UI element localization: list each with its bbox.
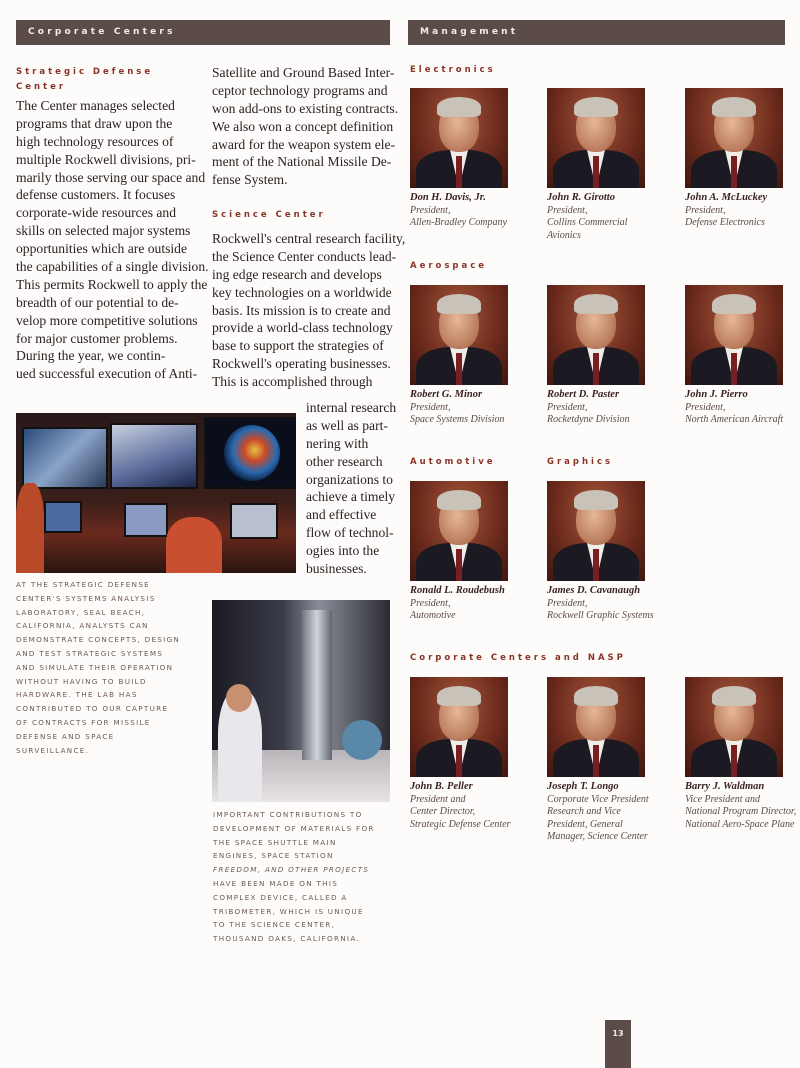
text-line: The Center manages selected bbox=[16, 98, 175, 113]
text-line: This permits Rockwell to apply the bbox=[16, 276, 208, 292]
executive-title: National Aero-Space Plane bbox=[685, 818, 795, 830]
heading-line: Strategic Defense bbox=[16, 67, 154, 77]
text-line: breadth of our potential to de- bbox=[16, 294, 179, 310]
executive-title: Rockwell Graphic Systems bbox=[547, 610, 654, 622]
executive-title: President, bbox=[685, 204, 726, 216]
tribometer-caption bbox=[213, 808, 375, 946]
text-line: ing edge research and develops bbox=[212, 266, 382, 282]
text-line: high technology resources of bbox=[16, 133, 174, 149]
text-line: Rockwell's central research facility, bbox=[212, 231, 406, 246]
tribometer-photo bbox=[212, 600, 390, 802]
executive-name: John J. Pierro bbox=[685, 389, 748, 400]
portrait-photo bbox=[547, 481, 645, 581]
text-line: COMPLEX DEVICE, CALLED A bbox=[213, 892, 348, 902]
heading-line: Center bbox=[16, 82, 67, 92]
corporate-heading: Corporate Centers and NASP bbox=[410, 653, 626, 663]
text-line: ment of the National Missile De- bbox=[212, 154, 392, 170]
text-line: skills on selected major systems bbox=[16, 223, 191, 239]
electronics-heading: Electronics bbox=[410, 65, 496, 75]
executive-title: National Program Director, bbox=[685, 806, 797, 818]
text-line: WITHOUT HAVING TO BUILD bbox=[16, 676, 147, 686]
text-line: DEMONSTRATE CONCEPTS, DESIGN bbox=[16, 635, 181, 645]
text-line: and effective bbox=[306, 507, 377, 523]
text-line: won add-ons to existing contracts. bbox=[212, 100, 399, 116]
text-line: base to support the strategies of bbox=[212, 338, 384, 354]
text-line: Satellite and Ground Based Inter- bbox=[212, 65, 395, 80]
executive-title: Strategic Defense Center bbox=[410, 818, 511, 830]
text-line: opportunities which are outside bbox=[16, 241, 188, 257]
text-line: CALIFORNIA, ANALYSTS CAN bbox=[16, 621, 149, 631]
text-line: DEVELOPMENT OF MATERIALS FOR bbox=[213, 823, 375, 833]
science-center-heading: Science Center bbox=[212, 210, 326, 220]
executive-title: Manager, Science Center bbox=[547, 831, 648, 843]
executive-caption bbox=[547, 389, 629, 427]
corporate-centers-header: Corporate Centers bbox=[16, 20, 390, 45]
portrait-photo bbox=[685, 677, 783, 777]
executive-title: President, bbox=[410, 401, 451, 413]
executive-title: North American Aircraft bbox=[685, 414, 784, 426]
executive-title: Vice President and bbox=[685, 793, 760, 805]
executive-caption bbox=[685, 781, 796, 831]
executive-title: President, bbox=[410, 204, 451, 216]
executive-name: John B. Peller bbox=[410, 781, 473, 792]
text-line: OF CONTRACTS FOR MISSILE bbox=[16, 717, 151, 727]
text-line: THOUSAND OAKS, CALIFORNIA. bbox=[213, 934, 361, 944]
executive-caption bbox=[547, 585, 654, 623]
text-line: We also won a concept definition bbox=[212, 118, 394, 134]
executive-title: Defense Electronics bbox=[685, 217, 765, 229]
text-line: ceptor technology programs and bbox=[212, 82, 388, 98]
lab-photo-caption bbox=[16, 578, 180, 757]
executive-title: Allen-Bradley Company bbox=[410, 217, 507, 229]
portrait-photo bbox=[410, 677, 508, 777]
executive-title: Avionics bbox=[547, 229, 581, 241]
strategic-defense-heading bbox=[16, 65, 153, 95]
text-line: AT THE STRATEGIC DEFENSE bbox=[16, 580, 151, 589]
executive-name: Robert D. Paster bbox=[547, 389, 620, 400]
executive-name: James D. Cavanaugh bbox=[547, 585, 641, 596]
executive-name: Joseph T. Longo bbox=[547, 781, 619, 792]
portrait-photo bbox=[410, 481, 508, 581]
executive-caption bbox=[547, 781, 649, 844]
executive-name: Ronald L. Roudebush bbox=[410, 585, 505, 596]
text-line: SURVEILLANCE. bbox=[16, 745, 90, 755]
text-line: for major customer problems. bbox=[16, 330, 178, 346]
text-line: DEFENSE AND SPACE bbox=[16, 731, 115, 741]
text-line: defense customers. It focuses bbox=[16, 187, 176, 203]
science-center-body bbox=[212, 230, 405, 391]
text-line: Rockwell's operating businesses. bbox=[212, 356, 391, 372]
text-line: as well as part- bbox=[306, 417, 388, 433]
executive-caption bbox=[685, 389, 783, 427]
executive-title: President and bbox=[410, 793, 466, 805]
text-line: This is accomplished through bbox=[212, 374, 373, 390]
portrait-photo bbox=[685, 285, 783, 385]
text-line: multiple Rockwell divisions, pri- bbox=[16, 151, 196, 167]
text-line: TO THE SCIENCE CENTER, bbox=[213, 920, 336, 930]
text-line: programs that draw upon the bbox=[16, 115, 173, 131]
text-line: THE SPACE SHUTTLE MAIN bbox=[213, 837, 337, 847]
text-line: ogies into the bbox=[306, 543, 380, 559]
text-line: CONTRIBUTED TO OUR CAPTURE bbox=[16, 704, 169, 714]
systems-analysis-lab-photo bbox=[16, 413, 296, 573]
executive-name: Barry J. Waldman bbox=[685, 781, 765, 792]
text-line: fense System. bbox=[212, 172, 288, 188]
executive-title: Corporate Vice President bbox=[547, 793, 649, 805]
executive-title: President, bbox=[547, 597, 588, 609]
text-line: the capabilities of a single division. bbox=[16, 259, 209, 275]
executive-title: Space Systems Division bbox=[410, 414, 505, 426]
portrait-photo bbox=[547, 88, 645, 188]
text-line: nering with bbox=[306, 435, 369, 451]
strategic-defense-body bbox=[16, 97, 209, 383]
executive-title: Automotive bbox=[410, 610, 456, 622]
text-line: LABORATORY, SEAL BEACH, bbox=[16, 607, 146, 617]
science-center-body-narrow bbox=[306, 399, 396, 578]
text-line: AND SIMULATE THEIR OPERATION bbox=[16, 662, 174, 672]
executive-caption bbox=[547, 192, 627, 242]
text-line: the Science Center conducts lead- bbox=[212, 248, 397, 264]
executive-caption bbox=[410, 389, 504, 427]
text-line: key technologies on a worldwide bbox=[212, 284, 392, 300]
text-line: award for the weapon system ele- bbox=[212, 136, 396, 152]
text-line: HARDWARE. THE LAB HAS bbox=[16, 690, 138, 700]
text-line: ENGINES, SPACE STATION bbox=[213, 851, 334, 861]
text-line: basis. Its mission is to create and bbox=[212, 302, 391, 318]
executive-title: President, bbox=[547, 401, 588, 413]
text-line: provide a world-class technology bbox=[212, 320, 393, 336]
executive-title: Center Director, bbox=[410, 806, 476, 818]
portrait-photo bbox=[547, 677, 645, 777]
automotive-heading: Automotive bbox=[410, 457, 496, 467]
executive-title: Collins Commercial bbox=[547, 217, 628, 229]
text-line: AND TEST STRATEGIC SYSTEMS bbox=[16, 648, 164, 658]
executive-caption bbox=[410, 781, 511, 831]
aerospace-heading: Aerospace bbox=[410, 261, 488, 271]
executive-title: Research and Vice bbox=[547, 806, 621, 818]
portrait-photo bbox=[685, 88, 783, 188]
executive-title: President, bbox=[410, 597, 451, 609]
executive-caption bbox=[410, 192, 507, 230]
executive-caption bbox=[410, 585, 505, 623]
text-line: IMPORTANT CONTRIBUTIONS TO bbox=[213, 810, 363, 819]
executive-title: Rocketdyne Division bbox=[547, 414, 630, 426]
text-line: flow of technol- bbox=[306, 525, 394, 541]
text-line: velop more competitive solutions bbox=[16, 312, 198, 328]
text-line: organizations to bbox=[306, 471, 393, 487]
text-line: businesses. bbox=[306, 561, 367, 577]
text-line: internal research bbox=[306, 400, 397, 415]
page-number: 13 bbox=[605, 1020, 631, 1068]
management-header: Management bbox=[408, 20, 785, 45]
text-line: During the year, we contin- bbox=[16, 348, 166, 364]
text-line: TRIBOMETER, WHICH IS UNIQUE bbox=[213, 906, 364, 916]
text-line: marily those serving our space and bbox=[16, 169, 206, 185]
executive-name: Robert G. Minor bbox=[410, 389, 483, 400]
portrait-photo bbox=[410, 88, 508, 188]
executive-name: Don H. Davis, Jr. bbox=[410, 192, 486, 203]
text-line: CENTER'S SYSTEMS ANALYSIS bbox=[16, 593, 156, 603]
executive-title: President, bbox=[547, 204, 588, 216]
strategic-defense-body-cont bbox=[212, 64, 398, 189]
text-line: achieve a timely bbox=[306, 489, 396, 505]
executive-name: John R. Girotto bbox=[547, 192, 615, 203]
text-line: FREEDOM, AND OTHER PROJECTS bbox=[213, 865, 370, 875]
graphics-heading: Graphics bbox=[547, 457, 614, 467]
portrait-photo bbox=[410, 285, 508, 385]
text-line: other research bbox=[306, 453, 383, 469]
executive-name: John A. McLuckey bbox=[685, 192, 768, 203]
text-line: corporate-wide resources and bbox=[16, 205, 177, 221]
text-line: HAVE BEEN MADE ON THIS bbox=[213, 878, 339, 888]
portrait-photo bbox=[547, 285, 645, 385]
executive-caption bbox=[685, 192, 767, 230]
executive-title: President, General bbox=[547, 818, 623, 830]
text-line: ued successful execution of Anti- bbox=[16, 366, 198, 382]
executive-title: President, bbox=[685, 401, 726, 413]
